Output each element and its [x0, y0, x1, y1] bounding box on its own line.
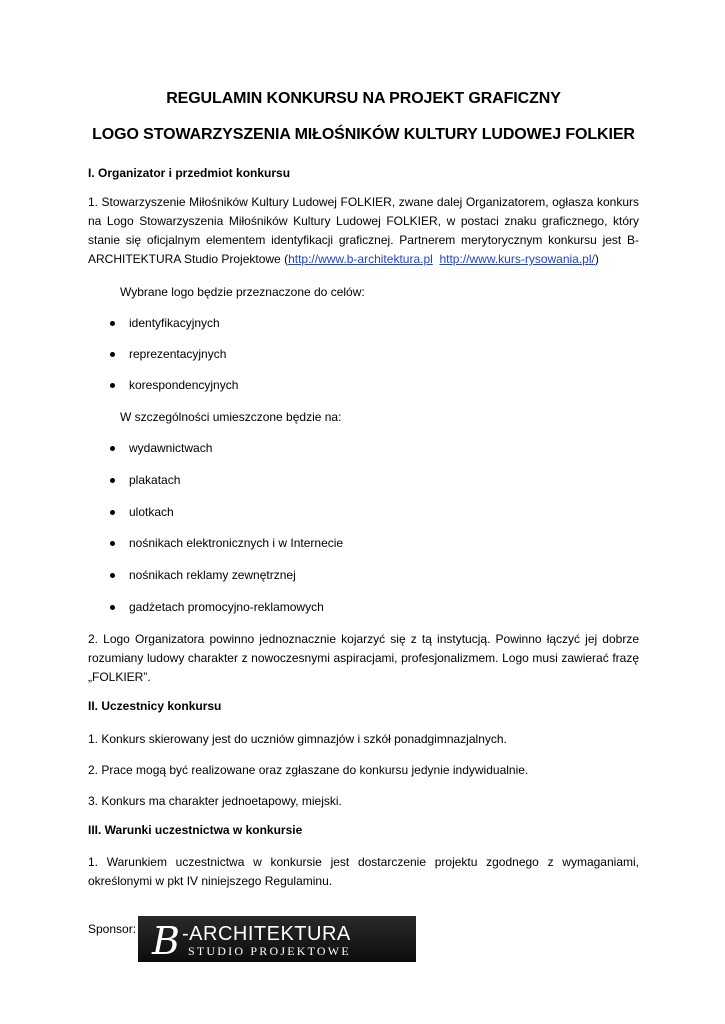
list-item: [110, 600, 324, 614]
list-item: [110, 347, 226, 361]
b-architektura-logo: [138, 916, 416, 962]
logo-main-text: -ARCHITEKTURA: [182, 923, 351, 945]
list-item: [110, 536, 343, 550]
list-item: [110, 316, 220, 330]
bullet-icon: [110, 383, 115, 388]
list-item-label: nośnikach elektronicznych i w Internecie: [129, 536, 344, 550]
bullet-icon: [110, 541, 115, 546]
paragraph-text: 1. Stowarzyszenie Miłośników Kultury Ludowej FOLKIER, zwane dalej Organizatorem, ogłasza konkurs na Logo Stowarzyszenia Miłośników Kultury Ludowej FOLKIER, w postaci znaku graficznego, który stanie się oficjalnym elementem identyfikacji graficznej. Partnerem merytorycznym konkursu jest B-ARCHITEKTURA Studio Projektowe (: [88, 195, 639, 266]
list-item-label: reprezentacyjnych: [129, 347, 227, 361]
list-item-label: nośnikach reklamy zewnętrznej: [129, 568, 296, 582]
section-1-paragraph-1: [88, 193, 639, 269]
bullet-icon: [110, 446, 115, 451]
sponsor-logo: [138, 916, 416, 962]
bullet-icon: [110, 321, 115, 326]
list-item-label: gadżetach promocyjno-reklamowych: [129, 600, 324, 614]
section-3-heading: III. Warunki uczestnictwa w konkursie: [88, 823, 303, 837]
section-1-heading: I. Organizator i przedmiot konkursu: [88, 166, 291, 180]
paragraph-close: ): [594, 252, 599, 266]
bullet-icon: [110, 352, 115, 357]
section-1-paragraph-2: 2. Logo Organizatora powinno jednoznacznie kojarzyć się z tą instytucją. Powinno łączyć jej dobrze rozumiany ludowy charakter z nowoczesnymi aspiracjami, profesjonalizmem. Logo musi zawierać frazę „FOLKIER”.: [88, 632, 639, 684]
placement-intro: W szczególności umieszczone będzie na:: [120, 410, 342, 424]
logo-sub-text: STUDIO PROJEKTOWE: [188, 944, 351, 958]
list-item-label: plakatach: [129, 473, 181, 487]
link-b-architektura[interactable]: http://www.b-architektura.pl: [288, 252, 433, 266]
sponsor-label: Sponsor:: [88, 922, 137, 936]
section-2-paragraph-3: 3. Konkurs ma charakter jednoetapowy, miejski.: [88, 794, 342, 808]
bullet-icon: [110, 510, 115, 515]
list-item: [110, 441, 212, 455]
list-item: [110, 378, 238, 392]
bullet-icon: [110, 478, 115, 483]
list-item-label: korespondencyjnych: [129, 378, 239, 392]
list-item: [110, 473, 180, 487]
list-item-label: identyfikacyjnych: [129, 316, 220, 330]
section-2-paragraph-2: 2. Prace mogą być realizowane oraz zgłaszane do konkursu jedynie indywidualnie.: [88, 763, 529, 777]
section-2-heading: II. Uczestnicy konkursu: [88, 699, 222, 713]
bullet-icon: [110, 573, 115, 578]
list-item-label: wydawnictwach: [129, 441, 213, 455]
bullet-icon: [110, 605, 115, 610]
list-item: [110, 568, 296, 582]
section-2-paragraph-1: 1. Konkurs skierowany jest do uczniów gimnazjów i szkół ponadgimnazjalnych.: [88, 732, 507, 746]
document-page: [88, 0, 639, 1024]
logo-letter: B: [152, 919, 180, 962]
document-subtitle: LOGO STOWARZYSZENIA MIŁOŚNIKÓW KULTURY LUDOWEJ FOLKIER: [92, 126, 635, 143]
purposes-intro: Wybrane logo będzie przeznaczone do celów:: [120, 285, 365, 299]
list-item-label: ulotkach: [129, 505, 174, 519]
document-title: REGULAMIN KONKURSU NA PROJEKT GRAFICZNY: [166, 90, 561, 107]
list-item: [110, 505, 174, 519]
section-3-paragraph-1: 1. Warunkiem uczestnictwa w konkursie jest dostarczenie projektu zgodnego z wymaganiami, określonymi w pkt IV niniejszego Regulaminu.: [88, 855, 639, 888]
link-kurs-rysowania[interactable]: http://www.kurs-rysowania.pl/: [439, 252, 595, 266]
